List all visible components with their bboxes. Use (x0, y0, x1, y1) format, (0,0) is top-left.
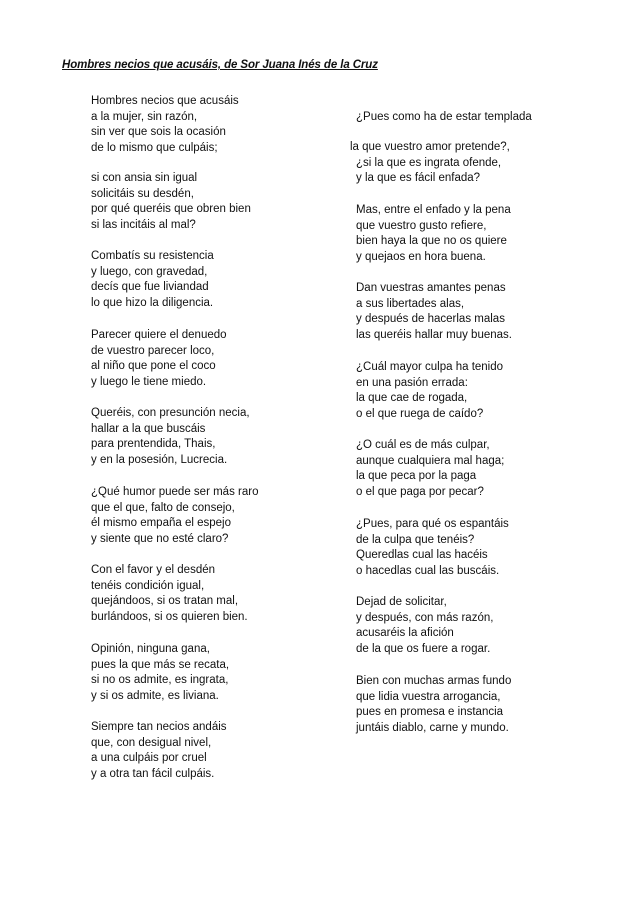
right-stanza-7 (356, 595, 493, 657)
verse-line: Queréis, con presunción necia, (91, 407, 250, 419)
verse-line: si no os admite, es ingrata, (91, 674, 229, 686)
verse-line: ¿Pues, para qué os espantáis (356, 518, 509, 530)
right-stanza-5 (356, 438, 504, 500)
verse-line: hallar a la que buscáis (91, 422, 206, 435)
left-stanza-3 (91, 249, 214, 311)
verse-line: al niño que pone el coco (91, 360, 216, 372)
verse-line: Siempre tan necios andáis (91, 721, 227, 733)
left-stanza-2 (91, 171, 251, 233)
verse-line: en una pasión errada: (356, 376, 468, 389)
verse-line: si con ansia sin igual (91, 172, 198, 184)
verse-line: a la mujer, sin razón, (91, 110, 198, 123)
verse-line: burlándoos, si os quieren bien. (91, 610, 248, 623)
left-stanza-8 (91, 642, 229, 704)
verse-line: y siente que no esté claro? (91, 532, 229, 545)
verse-line: las queréis hallar muy buenas. (356, 328, 512, 341)
verse-line: por qué queréis que obren bien (91, 203, 251, 215)
verse-line: pues en promesa e instancia (356, 706, 504, 718)
verse-line: de la que os fuere a rogar. (356, 642, 491, 655)
verse-line: de lo mismo que culpáis; (91, 141, 218, 154)
verse-line: si las incitáis al mal? (91, 218, 196, 231)
verse-line: y a otra tan fácil culpáis. (91, 767, 215, 780)
verse-line: él mismo empaña el espejo (91, 517, 231, 529)
verse-line: ¿O cuál es de más culpar, (356, 439, 490, 451)
verse-line: juntáis diablo, carne y mundo. (356, 721, 509, 734)
verse-line: a sus libertades alas, (356, 297, 465, 310)
verse-line: y la que es fácil enfada? (356, 172, 481, 184)
verse-line: a una culpáis por cruel (91, 752, 207, 764)
verse-line: decís que fue liviandad (91, 281, 209, 293)
verse-line: que, con desigual nivel, (91, 736, 212, 749)
verse-line: que lidia vuestra arrogancia, (356, 690, 501, 703)
right-stanza-1 (350, 110, 532, 187)
verse-line: Opinión, ninguna gana, (91, 643, 210, 655)
verse-line: aunque cualquiera mal haga; (356, 454, 505, 467)
right-stanza-3 (356, 281, 512, 343)
verse-line: sin ver que sois la ocasión (91, 126, 226, 138)
verse-line: de vuestro parecer loco, (91, 344, 215, 357)
verse-line: para prentendida, Thais, (91, 438, 216, 450)
left-stanza-5 (91, 406, 250, 468)
verse-line: y luego, con gravedad, (91, 265, 208, 278)
left-stanza-7 (91, 563, 248, 625)
verse-line: ¿si la que es ingrata ofende, (356, 156, 502, 169)
right-stanza-8 (356, 674, 511, 736)
verse-line: Queredlas cual las hacéis (356, 549, 488, 561)
verse-line: bien haya la que no os quiere (356, 235, 507, 247)
right-stanza-4 (356, 360, 503, 422)
left-stanza-1 (91, 94, 239, 156)
verse-line: la que vuestro amor pretende?, (350, 141, 510, 153)
verse-line: Mas, entre el enfado y la pena (356, 204, 511, 216)
verse-line: Dan vuestras amantes penas (356, 282, 506, 294)
verse-line: Bien con muchas armas fundo (356, 675, 512, 687)
left-stanza-6 (91, 485, 258, 547)
verse-line: y en la posesión, Lucrecia. (91, 453, 228, 466)
verse-line: lo que hizo la diligencia. (91, 296, 214, 309)
verse-line: la que cae de rogada, (356, 392, 468, 404)
verse-line: tenéis condición igual, (91, 579, 205, 592)
verse-line: o el que paga por pecar? (356, 485, 484, 498)
verse-line: Con el favor y el desdén (91, 564, 216, 576)
verse-line: o el que ruega de caído? (356, 407, 484, 420)
verse-line: que el que, falto de consejo, (91, 501, 235, 514)
verse-line: solicitáis su desdén, (91, 187, 194, 200)
left-stanza-9 (91, 720, 227, 782)
verse-line: y luego le tiene miedo. (91, 375, 207, 388)
verse-line: pues la que más se recata, (91, 658, 230, 671)
verse-line: y después de hacerlas malas (356, 313, 505, 325)
poem-title: Hombres necios que acusáis, de Sor Juana Inés de la Cruz (62, 59, 378, 71)
verse-line: ¿Qué humor puede ser más raro (91, 486, 259, 498)
verse-line: Combatís su resistencia (91, 250, 214, 262)
verse-line: Dejad de solicitar, (356, 596, 447, 608)
verse-line: ¿Cuál mayor culpa ha tenido (356, 361, 504, 373)
right-stanza-6 (356, 517, 509, 579)
right-stanza-2 (356, 203, 511, 265)
verse-line: o hacedlas cual las buscáis. (356, 564, 500, 577)
verse-line: y después, con más razón, (356, 611, 494, 624)
verse-line: y si os admite, es liviana. (91, 689, 219, 702)
verse-line: que vuestro gusto refiere, (356, 219, 487, 232)
verse-line: Parecer quiere el denuedo (91, 329, 227, 341)
verse-line: quejándoos, si os tratan mal, (91, 595, 239, 607)
verse-line: la que peca por la paga (356, 470, 477, 482)
verse-line: y quejaos en hora buena. (356, 250, 486, 263)
left-stanza-4 (91, 328, 227, 390)
verse-line: acusaréis la afición (356, 627, 454, 639)
verse-line: Hombres necios que acusáis (91, 95, 239, 107)
verse-line: ¿Pues como ha de estar templada (356, 111, 532, 123)
verse-line: de la culpa que tenéis? (356, 533, 475, 546)
